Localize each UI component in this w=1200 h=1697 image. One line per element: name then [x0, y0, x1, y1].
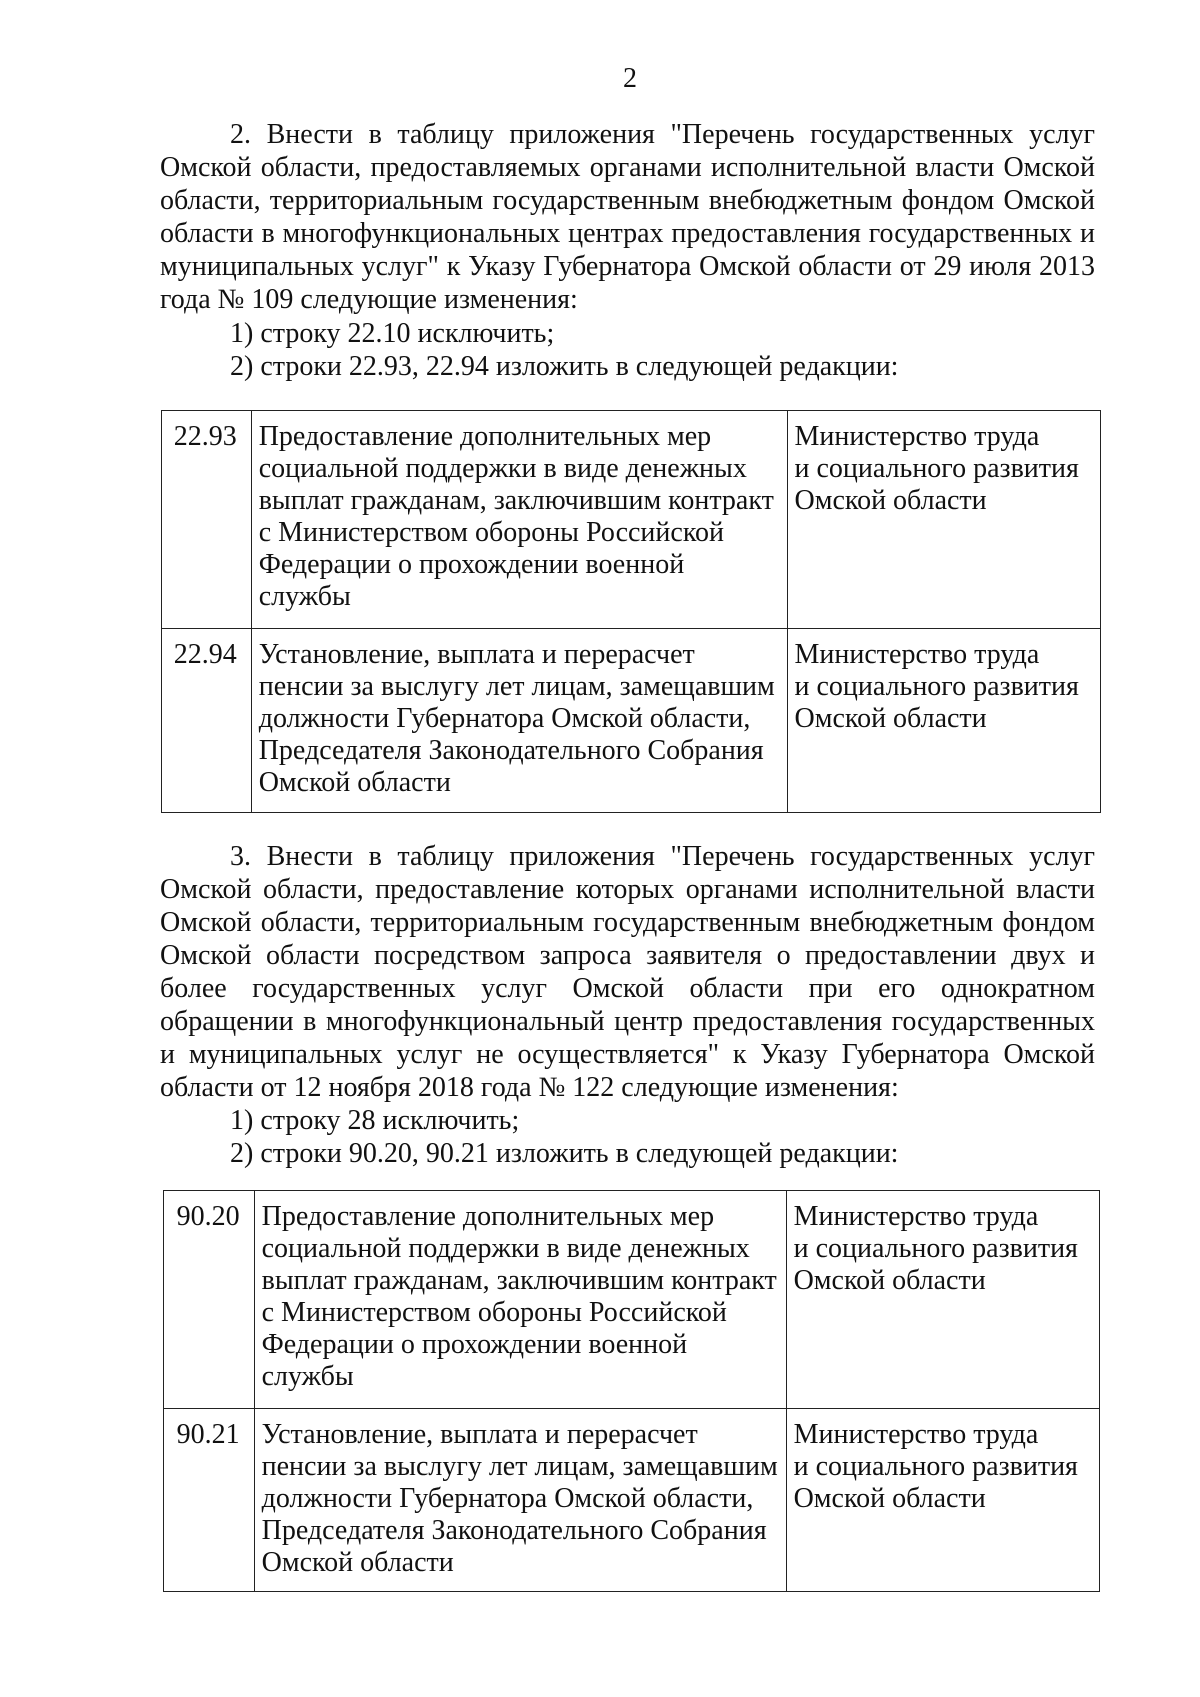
section-3-line: Омской области, предоставление которых органами исполнительной власти	[160, 874, 1095, 905]
section-2-line: 2. Внести в таблицу приложения "Перечень государственных услуг	[230, 119, 1095, 150]
service-line: Омской области	[258, 767, 451, 798]
section-2-item-2: 2) строки 22.93, 22.94 изложить в следующей редакции:	[230, 351, 899, 382]
section-3-line: Омской области посредством запроса заявителя о предоставлении двух и	[160, 940, 1095, 971]
agency-line: Министерство труда	[793, 1201, 1039, 1232]
agency-line: Омской области	[793, 1265, 986, 1296]
service-cell	[254, 1409, 786, 1592]
section-3-line: и муниципальных услуг не осуществляется" к Указу Губернатора Омской	[160, 1039, 1095, 1070]
service-line: с Министерством обороны Российской	[261, 1297, 727, 1328]
section-2-item-1: 1) строку 22.10 исключить;	[230, 318, 555, 349]
section-3-item-2: 2) строки 90.20, 90.21 изложить в следующей редакции:	[230, 1138, 899, 1169]
agency-line: Омской области	[794, 703, 987, 734]
service-line: службы	[261, 1361, 354, 1392]
service-line: Установление, выплата и перерасчет	[258, 639, 695, 670]
section-2-line: Омской области, предоставляемых органами исполнительной власти Омской	[160, 152, 1095, 183]
row-number: 90.20	[164, 1191, 255, 1409]
service-line: с Министерством обороны Российской	[258, 517, 724, 548]
section-3-line: Омской области, территориальным государственным внебюджетным фондом	[160, 907, 1095, 938]
table-row	[162, 411, 1101, 629]
service-cell	[251, 411, 787, 629]
service-line: Федерации о прохождении военной	[258, 549, 685, 580]
service-line: Установление, выплата и перерасчет	[261, 1419, 698, 1450]
agency-cell	[786, 1191, 1099, 1409]
service-line: пенсии за выслугу лет лицам, замещавшим	[261, 1451, 778, 1482]
section-2-line: 2013 года № 109 следующие изменения:	[160, 251, 1096, 315]
agency-line: и социального развития	[793, 1451, 1078, 1482]
agency-line: Министерство труда	[794, 421, 1040, 452]
agency-cell	[787, 411, 1100, 629]
agency-line: Министерство труда	[793, 1419, 1039, 1450]
service-line: пенсии за выслугу лет лицам, замещавшим	[258, 671, 775, 702]
service-line: Предоставление дополнительных мер	[261, 1201, 715, 1232]
agency-line: и социального развития	[794, 671, 1079, 702]
section-3-line: более государственных услуг Омской области при его однократном	[160, 973, 1095, 1004]
section-2-paragraph	[160, 118, 1095, 316]
agency-line: и социального развития	[793, 1233, 1078, 1264]
service-line: должности Губернатора Омской области,	[258, 703, 751, 734]
agency-line: Омской области	[793, 1483, 986, 1514]
service-line: Предоставление дополнительных мер	[258, 421, 712, 452]
section-3-line: области от 12 ноября 2018 года № 122 следующие изменения:	[160, 1072, 899, 1103]
agency-line: Омской области	[794, 485, 987, 516]
service-line: Омской области	[261, 1547, 454, 1578]
agency-cell	[787, 629, 1100, 813]
row-number: 90.21	[164, 1409, 255, 1592]
service-line: социальной поддержки в виде денежных	[261, 1233, 750, 1264]
table-row	[162, 629, 1101, 813]
service-line: Федерации о прохождении военной	[261, 1329, 688, 1360]
service-cell	[251, 629, 787, 813]
table-row	[164, 1409, 1100, 1592]
section-2-line: области в многофункциональных центрах предоставления государственных и	[160, 218, 1095, 249]
section-3-item-1: 1) строку 28 исключить;	[230, 1105, 520, 1136]
service-line: должности Губернатора Омской области,	[261, 1483, 754, 1514]
section-3-table	[163, 1190, 1100, 1592]
section-2-line: муниципальных услуг" к Указу Губернатора Омской области от 29 июля	[160, 251, 1032, 282]
service-line: социальной поддержки в виде денежных	[258, 453, 747, 484]
service-line: службы	[258, 581, 351, 612]
service-line: выплат гражданам, заключившим контракт	[261, 1265, 777, 1296]
service-line: Председателя Законодательного Собрания	[261, 1515, 767, 1546]
service-cell	[254, 1191, 786, 1409]
page-number: 2	[623, 63, 637, 94]
row-number: 22.94	[162, 629, 252, 813]
table-row	[164, 1191, 1100, 1409]
agency-line: и социального развития	[794, 453, 1079, 484]
service-line: Председателя Законодательного Собрания	[258, 735, 764, 766]
agency-line: Министерство труда	[794, 639, 1040, 670]
section-2-line: области, территориальным государственным внебюджетным фондом Омской	[160, 185, 1095, 216]
row-number: 22.93	[162, 411, 252, 629]
section-2-table	[161, 410, 1101, 813]
service-line: выплат гражданам, заключившим контракт	[258, 485, 774, 516]
agency-cell	[786, 1409, 1099, 1592]
section-3-line: 3. Внести в таблицу приложения "Перечень государственных услуг	[230, 841, 1095, 872]
section-3-line: обращении в многофункциональный центр предоставления государственных	[160, 1006, 1095, 1037]
section-3-paragraph	[160, 840, 1095, 1104]
